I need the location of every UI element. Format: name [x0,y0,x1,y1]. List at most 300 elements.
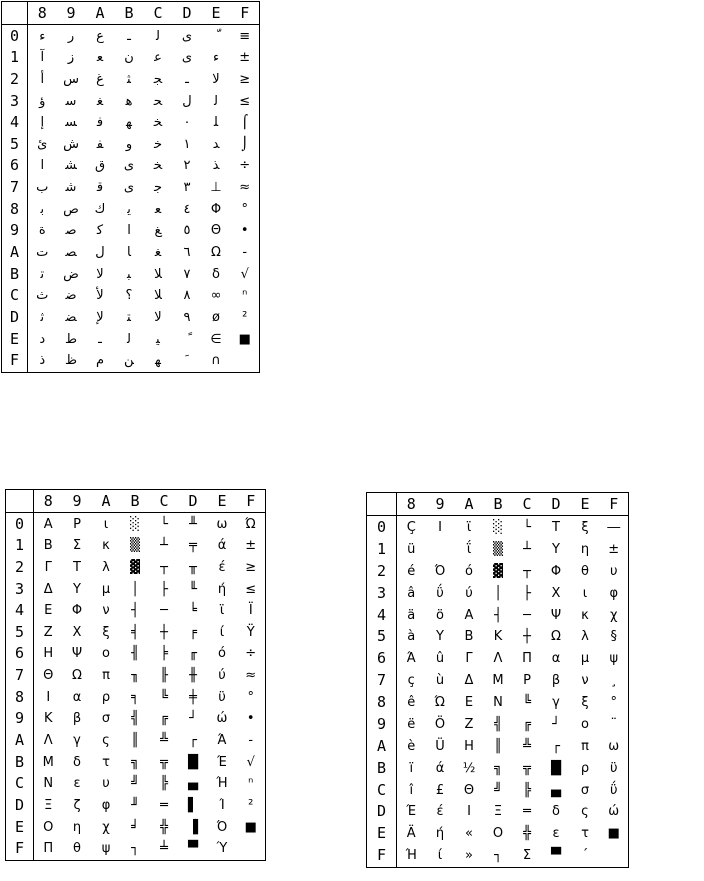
glyph: ψ [609,651,619,667]
glyph: ﺿ [65,288,77,304]
glyph-cell [34,730,63,752]
glyph: ┼ [523,629,531,645]
glyph: ﻠ [213,115,219,131]
glyph-cell [63,513,92,535]
glyph: أ [40,71,45,87]
glyph: ϋ [218,689,226,705]
row-header: 0 [6,513,34,535]
glyph: ├ [523,585,531,601]
glyph: π [581,738,589,754]
glyph-cell [28,177,57,199]
glyph-cell [179,622,208,644]
glyph: Ξ [493,804,503,820]
glyph-cell [208,730,237,752]
glyph-cell [57,328,86,350]
row-header: C [6,773,34,795]
glyph-cell [542,626,571,648]
glyph-cell [237,708,266,730]
glyph-cell [542,538,571,560]
glyph: ﻼ [154,288,162,304]
glyph: ⌡ [241,136,249,152]
glyph: ع [96,28,104,44]
glyph: ÷ [239,158,251,174]
glyph-cell [237,838,266,861]
glyph-cell [513,823,542,845]
table-row [6,600,266,622]
glyph-cell [28,112,57,134]
glyph-cell [484,823,513,845]
glyph-cell [173,112,202,134]
glyph: ü [407,541,416,557]
glyph-cell [150,751,179,773]
glyph: ┐ [131,841,139,857]
glyph: ╝ [494,782,502,798]
glyph-cell [150,600,179,622]
glyph: Ρ [523,673,531,689]
glyph: Ζ [464,716,474,732]
glyph: ﺨ [153,158,163,174]
table-row [2,242,260,264]
column-header: 9 [426,493,455,516]
glyph-cell [115,134,144,156]
glyph-cell [63,622,92,644]
glyph: • [240,223,249,239]
glyph: ί [219,624,225,640]
glyph-cell [57,112,86,134]
glyph-cell [202,328,231,350]
glyph: ν [102,603,110,619]
glyph-cell [150,816,179,838]
glyph: ى [123,158,135,174]
glyph-cell [86,134,115,156]
glyph: ά [435,760,445,776]
table-row [6,557,266,579]
glyph: ° [610,695,617,711]
glyph-cell [121,535,150,557]
glyph-cell [397,670,426,692]
glyph-cell [542,823,571,845]
glyph: ù [435,673,445,689]
glyph: • [246,711,255,727]
table-row [2,285,260,307]
glyph-cell [150,535,179,557]
glyph: ╕ [131,689,139,705]
glyph: ΰ [609,782,618,798]
glyph: ٤ [183,201,191,217]
glyph-cell [484,670,513,692]
glyph-cell [237,816,266,838]
glyph-cell [600,648,629,670]
glyph: Ό [434,563,446,579]
glyph-cell [28,307,57,329]
glyph: Τ [552,519,560,535]
glyph: و [125,136,133,152]
glyph-cell [92,557,121,579]
glyph: ا [127,223,131,239]
glyph: O [43,819,54,835]
glyph: » [465,848,473,864]
table-row [367,845,629,868]
glyph: ﻳ [127,201,131,217]
glyph: λ [102,559,110,575]
glyph: δ [552,804,560,820]
glyph: ξ [102,624,110,640]
glyph-cell [237,795,266,817]
glyph-cell [455,560,484,582]
row-header: F [2,350,28,373]
glyph: ز [67,50,75,66]
glyph-cell [231,134,260,156]
glyph: ┐ [494,848,502,864]
row-header: 4 [2,112,28,134]
glyph: λ [581,629,589,645]
glyph-cell [115,350,144,373]
glyph-cell [208,795,237,817]
table-row [367,692,629,714]
glyph-cell [86,328,115,350]
glyph: ﻟ [156,28,160,44]
glyph-cell [513,801,542,823]
glyph: ν [581,673,589,689]
glyph-cell [571,648,600,670]
glyph-cell [571,516,600,539]
glyph: Έ [406,804,417,820]
glyph-cell [397,779,426,801]
glyph-cell [144,90,173,112]
glyph-cell [426,713,455,735]
glyph: ▄ [551,782,561,798]
glyph: ء [39,28,46,44]
table-row [2,263,260,285]
glyph: ظ [64,353,78,369]
charset-table-latin [366,492,629,868]
glyph: ﻫ [125,93,133,109]
column-header: E [571,493,600,516]
glyph: ╘ [189,603,197,619]
glyph-cell [92,708,121,730]
glyph: δ [73,754,81,770]
glyph: ┴ [523,541,531,557]
glyph-cell [28,198,57,220]
column-header: A [455,493,484,516]
glyph: ﻓ [96,115,104,131]
glyph-cell [231,242,260,264]
glyph: ﻟ [127,331,131,347]
glyph-cell [426,692,455,714]
glyph-cell [92,622,121,644]
glyph: ⊥ [210,180,222,196]
glyph: س [63,71,79,87]
glyph: آ [40,50,45,66]
glyph-cell [397,845,426,868]
glyph-cell [144,307,173,329]
glyph: ئ [37,136,48,152]
glyph-cell [571,626,600,648]
glyph-cell [237,773,266,795]
glyph: A [43,516,53,532]
glyph: ⁿ [242,288,248,304]
table-row [367,801,629,823]
glyph-cell [57,134,86,156]
glyph-cell [173,69,202,91]
glyph: ϊ [219,603,225,619]
glyph: ﻦ [124,353,134,369]
glyph-cell [542,713,571,735]
glyph-cell [173,328,202,350]
row-header: A [367,735,397,757]
glyph-cell [63,578,92,600]
glyph-cell [34,513,63,535]
glyph-cell [28,25,57,47]
glyph-cell [237,513,266,535]
glyph-cell [542,692,571,714]
glyph-cell [202,263,231,285]
glyph-cell [34,816,63,838]
glyph-cell [115,25,144,47]
glyph-cell [571,801,600,823]
glyph: β [551,673,561,689]
glyph: γ [73,733,81,749]
glyph: ▓ [493,563,503,579]
glyph: N [43,776,54,792]
glyph-cell [121,795,150,817]
glyph-cell [86,47,115,69]
table-row [367,538,629,560]
table-row [367,823,629,845]
column-header: F [600,493,629,516]
header-row [6,490,266,513]
glyph-cell [397,516,426,539]
glyph-cell [179,557,208,579]
glyph: غ [96,71,104,87]
glyph-cell [397,604,426,626]
glyph: ٢ [183,158,191,174]
glyph: Ω [211,245,221,261]
glyph: ½ [462,760,476,776]
glyph: ╢ [131,646,139,662]
glyph: Ϋ [246,624,255,640]
glyph: έ [218,559,226,575]
glyph-cell [542,735,571,757]
glyph-cell [208,751,237,773]
glyph: ≡ [239,28,251,44]
glyph: ώ [608,804,620,820]
glyph: Γ [44,559,52,575]
glyph: ﺻ [65,223,77,239]
glyph-cell [600,516,629,539]
glyph: Λ [493,651,503,667]
glyph-cell [179,513,208,535]
glyph-cell [600,692,629,714]
glyph-cell [426,845,455,868]
glyph-cell [34,708,63,730]
glyph: ° [241,201,248,217]
glyph: ت [36,245,49,261]
row-header: 3 [2,90,28,112]
glyph-cell [144,220,173,242]
glyph: α [72,689,82,705]
glyph: ش [63,136,79,152]
glyph-cell [121,643,150,665]
glyph: ﻛ [96,223,104,239]
glyph-cell [208,686,237,708]
glyph-cell [513,757,542,779]
glyph-cell [57,90,86,112]
glyph: ك [94,201,106,217]
glyph-cell [426,648,455,670]
glyph: ░ [130,516,140,532]
glyph: § [610,629,617,645]
glyph: κ [102,538,110,554]
glyph-cell [57,25,86,47]
glyph: ى [181,28,193,44]
glyph-cell [173,198,202,220]
glyph-cell [231,25,260,47]
glyph-cell [34,600,63,622]
corner-cell [6,490,34,513]
glyph-cell [173,155,202,177]
glyph: ┌ [552,738,560,754]
glyph: ύ [218,668,226,684]
glyph: ╒ [189,624,197,640]
glyph-cell [202,220,231,242]
glyph: Ç [406,519,416,535]
glyph: ط [64,331,78,347]
table-row [2,25,260,47]
glyph-cell [121,622,150,644]
glyph-cell [121,751,150,773]
glyph: ﻗ [96,180,104,196]
glyph: Ό [216,819,228,835]
glyph: ╩ [523,738,531,754]
glyph: τ [102,754,110,770]
glyph: ┼ [160,624,168,640]
glyph: Θ [463,782,475,798]
glyph: Ή [405,848,417,864]
glyph: │ [494,585,502,601]
glyph: ψ [101,841,111,857]
glyph-cell [571,692,600,714]
glyph-cell [144,112,173,134]
charset-table-arabic [1,1,260,373]
glyph: ή [217,581,227,597]
header-row [2,2,260,25]
table-row [6,643,266,665]
glyph-cell [34,751,63,773]
table-row [367,670,629,692]
glyph-cell [513,560,542,582]
glyph: ■ [238,331,251,347]
glyph-cell [92,816,121,838]
glyph-cell [202,112,231,134]
glyph: ▓ [130,559,140,575]
glyph: ﺠ [153,71,163,87]
glyph: ▐ [188,819,198,835]
glyph: Α [464,607,474,623]
glyph-cell [208,557,237,579]
glyph: ض [63,266,79,282]
table-row [367,604,629,626]
glyph-cell [542,604,571,626]
glyph-cell [150,730,179,752]
glyph: ο [581,716,589,732]
glyph: ╚ [523,695,531,711]
glyph-cell [92,578,121,600]
glyph: ٩ [183,309,191,325]
glyph: ς [102,733,110,749]
glyph: ─ [160,603,168,619]
glyph-cell [144,134,173,156]
glyph: Ή [216,776,228,792]
glyph-cell [34,773,63,795]
glyph: ├ [160,581,168,597]
glyph-cell [57,69,86,91]
glyph-cell [237,643,266,665]
glyph: β [72,711,82,727]
table-row [367,713,629,735]
glyph: م [95,353,105,369]
glyph: χ [609,607,618,623]
glyph-cell [571,823,600,845]
glyph: ö [436,607,444,623]
glyph-cell [115,198,144,220]
glyph: د [39,331,46,347]
glyph-cell [179,643,208,665]
glyph: ═ [160,797,168,813]
glyph: ╪ [189,689,197,705]
glyph: ╗ [131,754,139,770]
table-row [6,686,266,708]
glyph: Ι [467,804,471,820]
glyph: ╜ [131,797,139,813]
glyph-cell [426,582,455,604]
glyph: φ [609,585,619,601]
glyph-cell [63,816,92,838]
glyph: ζ [73,797,81,813]
glyph: ø [212,309,220,325]
glyph: ﺳ [65,93,77,109]
glyph: Υ [552,541,560,557]
table-row [367,757,629,779]
glyph: ╬ [160,819,168,835]
row-header: C [367,779,397,801]
glyph: έ [436,804,444,820]
column-header: C [150,490,179,513]
glyph: μ [580,651,590,667]
glyph-cell [63,686,92,708]
glyph-cell [208,773,237,795]
glyph-cell [484,692,513,714]
glyph-cell [28,134,57,156]
glyph-cell [600,713,629,735]
glyph: ┴ [160,538,168,554]
glyph-cell [121,578,150,600]
glyph: Η [464,738,474,754]
glyph-cell [144,350,173,373]
glyph: ± [608,541,620,557]
glyph-cell [150,686,179,708]
table-row [2,328,260,350]
glyph-cell [57,220,86,242]
glyph: ٦ [183,245,191,261]
glyph-cell [237,665,266,687]
glyph: Ά [406,651,416,667]
glyph: T [73,559,81,575]
glyph-cell [202,177,231,199]
glyph: δ [212,266,220,282]
glyph: « [465,826,473,842]
glyph-cell [397,692,426,714]
